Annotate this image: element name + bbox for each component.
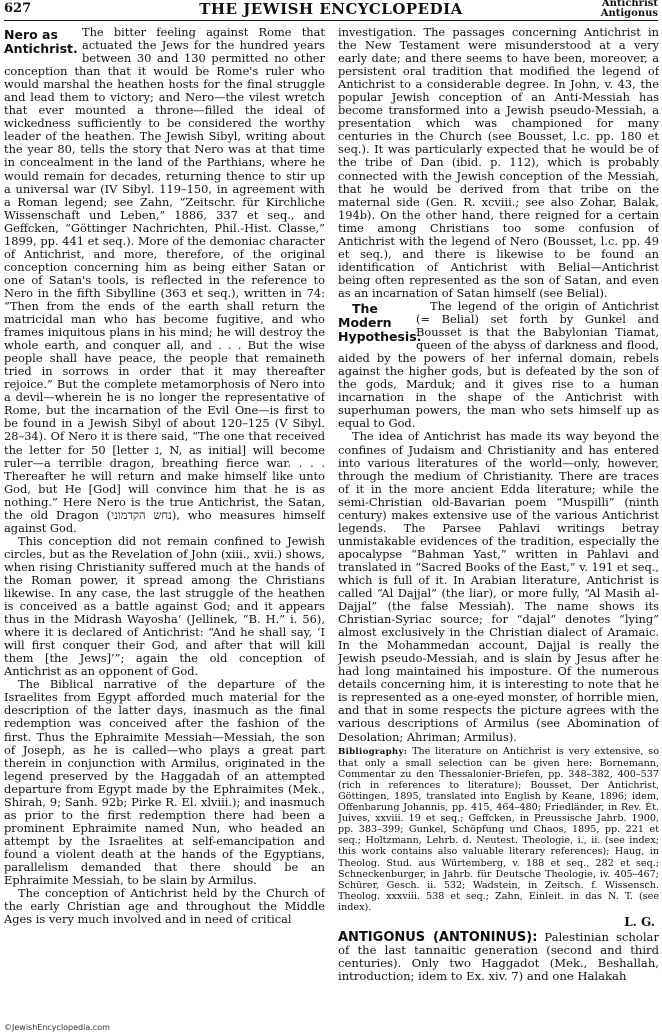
bibliography-text: The literature on Antichrist is very extensive, so that only a small selection can be given here: Bornemann, Commentar zu den Thessalonier-Briefen, pp. 348–382, 400–537 (rich in references to literature); Bousset, Der Antichrist, Göttingen, 1895, translated into English by Keane, 1896; idem, Offenbarung Johannis, pp. 415, 464–480; Friedländer, in Rev. Ét. Juives, xxviii. 19 et seq.; Geffcken, in Preussische Jahrb. 1900, pp. 383–399; Gunkel, Schöpfung und Chaos, 1895, pp. 221 et seq.; Holtzmann, Lehrb. d. Neutest. Theologie, i., ii. (see index; this work contains also valuable literary references); Haug, in Theolog. Stud. aus Würtemberg, v. 188 et seq., 282 et seq.; Schneckenburger, in Jahrb. für Deutsche Theologie, iv. 405–467; Schürer, Gesch. ii. 532; Wadstein, in Zeitsch. f. Wissensch. Theolog. xxxviii. 538 et seq.; Zahn, Einleit. in das N. T. (see index). [338, 745, 659, 913]
entry-antigonus [338, 931, 659, 983]
bibliography-label: Bibliography: [338, 746, 408, 757]
paragraph-text: The bitter feeling against Rome that actuated the Jews for the hundred years between 30 and 130 permitted no other conception than that it would be Rome's ruler who would marshal the heathen hosts for the final struggle and lead them to victory; and Nero—the vilest wretch that ever mounted a throne—filled the ideal of wickedness sufficiently to be considered the worthy leader of the heathen. The Jewish Sibyl, writing about the year 80, tells the story that Nero was at that time in concealment in the land of the Parthians, where he would remain for decades, returning thence to stir up a universal war (IV Sibyl. 119–150, in agreement with a Roman legend; see Zahn, “Zeitschr. für Kirchliche Wissenschaft und Leben,” 1886, 337 et seq., and Geffcken, “Göttinger Nachrichten, Phil.-Hist. Classe,” 1899, pp. 441 et seq.). More of the demoniac character of Antichrist, and more, therefore, of the original conception concerning him as being either Satan or one of Satan's tools, is reflected in the reference to Nero in the fifth Sibylline (363 et seq.), written in 74: “Then from the ends of the earth shall return the matricidal man who has become fugitive, and who frames iniquitous plans in his mind; he will destroy the whole earth, and conquer all, and . . . But the wise people shall have peace, the people that remaineth tried in sorrows in order that it may thereafter rejoice.” But the complete metamorphosis of Nero into a devil—wherein he is no longer the representative of Rome, but the incarnation of the Evil One—is first to be found in a Jewish Sibyl of about 120–125 (V Sibyl. 28–34). Of Nero it is there said, “The one that received the letter for 50 [letter נ, N, as initial] will become ruler—a terrible dragon, breathing fierce war. . . . Thereafter he will return and make himself like unto God, but He [God] will convince him that he is as nothing.” Here Nero is the true Antichrist, the Satan, the old Dragon (נחש הקדמוני), who measures himself against God. [4, 26, 325, 535]
page-number: 627 [4, 1, 32, 16]
author-signature: L. G. [624, 914, 655, 929]
page-header [4, 0, 658, 21]
paragraph [4, 26, 325, 535]
running-head [601, 0, 658, 19]
right-column [338, 26, 659, 1022]
paragraph-text: The legend of the origin of Antichrist (= Belial) set forth by Gunkel and Bousset is that the Babylonian Tiamat, queen of the abyss of darkness and flood, aided by the powers of her infernal domain, rebels against the higher gods, but is defeated by the son of the gods, Marduk; and it gives rise to a human incarnation in the shape of the Antichrist with superhuman powers, the man who sets himself up as equal to God. [338, 298, 659, 431]
paragraph [338, 300, 659, 430]
paragraph: The conception of Antichrist held by the Church of the early Christian age and throughout the Middle Ages is very much involved and in need of critical [4, 886, 325, 927]
bibliography [338, 746, 659, 913]
paragraph: This conception did not remain confined to Jewish circles, but as the Revelation of John (xiii., xvii.) shows, when rising Christianity suffered much at the hands of the Roman power, it spread among the Christians likewise. In any case, the last struggle of the heathen is conceived as a battle against God; and it appears thus in the Midrash Wayosha‘ (Jellinek, “B. H.” i. 56), where it is declared of Antichrist: “And he shall say, ‘I will first conquer their God, and after that will kill them [the Jews]’”; again the old conception of Antichrist as an opponent of God. [4, 533, 325, 679]
entry-title: ANTIGONUS (ANTONINUS): [338, 930, 538, 946]
copyright-footer: ©JewishEncyclopedia.com [4, 1023, 110, 1032]
encyclopedia-title: THE JEWISH ENCYCLOPEDIA [199, 0, 463, 18]
entry-text: Palestinian scholar of the last tannaitic generation (second and third centuries). Only two Haggadot (Mek., Beshallah, introduction; idem to Ex. xiv. 7) and one Halakah [338, 930, 659, 984]
paragraph: investigation. The passages concerning Antichrist in the New Testament were misunderstood at a very early date; and there seems to have been, moreover, a persistent oral tradition that modified the legend of Antichrist to a considerable degree. In John, v. 43, the popular Jewish conception of an Anti-Messiah has become transformed into a Jewish pseudo-Messiah, a presentation which was championed for many centuries in the Church (see Bousset, l.c. pp. 180 et seq.). It was particularly expected that he would be of the tribe of Dan (ibid. p. 112), which is probably connected with the Jewish conception of the Messiah, that he would be derived from that tribe on the maternal side (Gen. R. xcviii.; see also Zohar, Balak, 194b). On the other hand, there reigned for a certain time among Christians too some confusion of Antichrist with the legend of Nero (Bousset, l.c. pp. 49 et seq.), and there is likewise to be found an identification of Antichrist with Belial—Antichrist being often represented as the son of Satan, and even as an incarnation of Satan himself (see Belial). [338, 26, 659, 300]
running-head-last: Antigonus [600, 8, 658, 19]
paragraph: The idea of Antichrist has made its way beyond the confines of Judaism and Christianity and has entered into various literatures of the world—only, however, through the medium of Christianity. There are traces of it in the more ancient Edda literature; while the semi-Christian old-Bavarian poem “Muspilli” (ninth century) makes extensive use of the various Antichrist legends. The Parsee Pahlavi writings betray unmistakable evidences of the tradition, especially the apocalypse “Bahman Yast,” written in Pahlavi and translated in “Sacred Books of the East,” v. 191 et seq., which is full of it. In Arabian literature, Antichrist is called “Al Dajjal” (the liar), or more fully, “Al Masih al-Dajjal” (the false Messiah). The name shows its Christian-Syriac source; for “dajal” denotes “lying” almost exclusively in the Christian dialect of Aramaic. In the Mohammedan account, Dajjal is really the Jewish pseudo-Messiah, and is slain by Jesus after he had long maintained his imposture. Of the numerous details concerning him, it is interesting to note that he is represented as a one-eyed monster, of horrible mien, and that in some respects the picture agrees with the various descriptions of Armilus (see Abomination of Desolation; Ahriman; Armilus). [338, 429, 659, 744]
left-column [4, 26, 325, 1022]
running-head-first: Antichrist [601, 0, 658, 9]
sidehead-modern-hypothesis: The Modern Hypothesis. [338, 300, 422, 344]
paragraph: The Biblical narrative of the departure of the Israelites from Egypt afforded much material for the description of the latter days, inasmuch as the final redemption was conceived after the fashion of the first. Thus the Ephraimite Messiah—Messiah, the son of Joseph, as he is called—who plays a great part therein in conjunction with Armilus, originated in the legend preserved by the Haggadah of an attempted departure from Egypt made by the Ephraimites (Mek., Shirah, 9; Sanh. 92b; Pirke R. El. xlviii.); and inasmuch as prior to the first redemption there had been a prominent Ephraimite named Nun, who headed an attempt by the Israelites at self-emancipation and found a violent death at the hands of the Egyptians, parallelism demanded that there should be an Ephraimite Messiah, to be slain by Armilus. [4, 677, 325, 888]
sidehead-nero-as-antichrist: Nero as Antichrist. [4, 27, 78, 56]
